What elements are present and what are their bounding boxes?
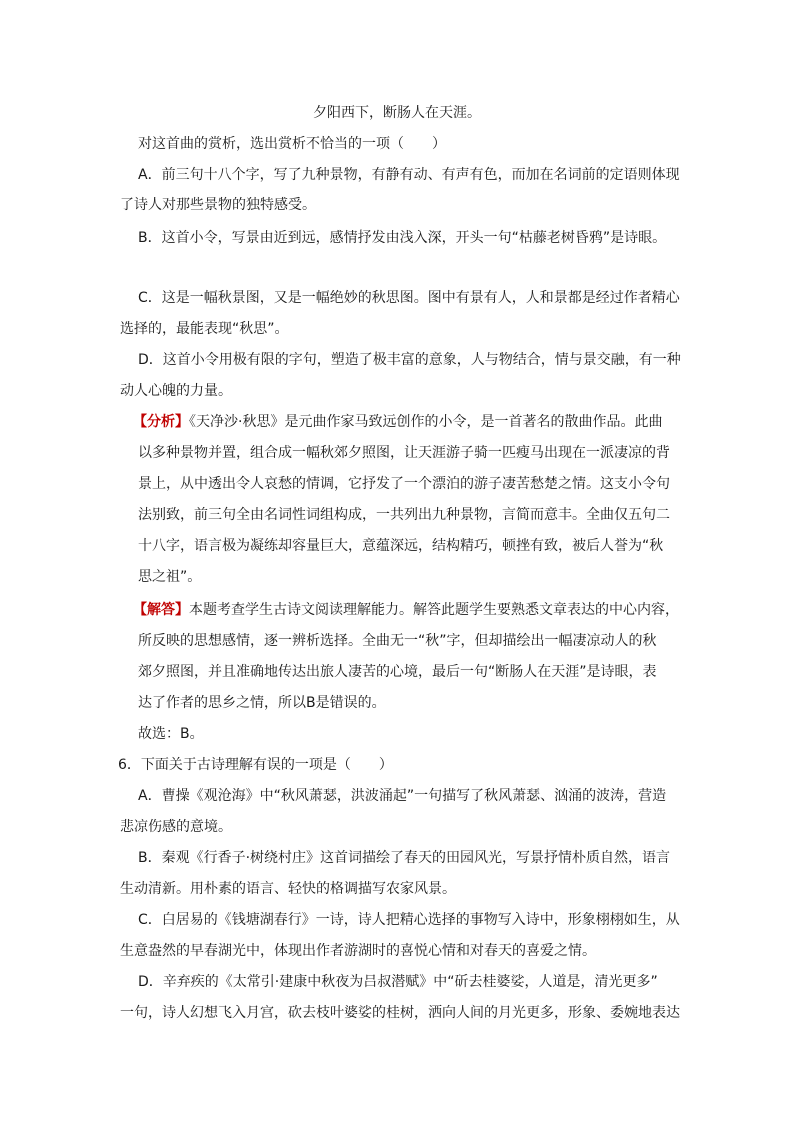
analysis-line-4: 法别致，前三句全由名词性词组构成，一共列出九种景物，言简而意丰。全曲仅五句二 — [138, 507, 670, 523]
analysis-tag: 【分析】 — [133, 414, 189, 430]
q6-option-d-line-1: D．辛弃疾的《太常引·建康中秋夜为吕叔潜赋》中“斫去桂婆娑，人道是，清光更多” — [138, 974, 658, 990]
analysis-line-1 — [133, 412, 662, 432]
option-a-line-2: 了诗人对那些景物的独特感受。 — [120, 197, 316, 213]
answer-text: 本题考查学生古诗文阅读理解能力。解答此题学生要熟悉文章表达的中心内容， — [189, 602, 679, 618]
q6-option-a-line-1: A．曹操《观沧海》中“秋风萧瑟，洪波涌起”一句描写了秋风萧瑟、汹涌的波涛，营造 — [138, 788, 667, 804]
answer-choice: 故选：B。 — [138, 726, 204, 742]
option-b-line-1: B．这首小令，写景由近到远，感情抒发由浅入深，开头一句“枯藤老树昏鸦”是诗眼。 — [138, 230, 667, 246]
analysis-line-3: 景上，从中透出令人哀愁的情调，它抒发了一个漂泊的游子凄苦愁楚之情。这支小令句 — [138, 476, 670, 492]
answer-tag: 【解答】 — [133, 602, 189, 618]
q6-option-b-line-1: B．秦观《行香子·树绕村庄》这首词描绘了春天的田园风光，写景抒情朴质自然，语言 — [138, 850, 671, 866]
q6-option-d-line-2: 一句，诗人幻想飞入月宫，砍去枝叶婆娑的桂树，洒向人间的月光更多，形象、委婉地表达 — [120, 1005, 680, 1021]
question-6-stem: 6．下面关于古诗理解有误的一项是（ ） — [118, 757, 393, 773]
option-d-line-2: 动人心魄的力量。 — [120, 383, 232, 399]
answer-line-1 — [133, 600, 679, 620]
analysis-line-6: 思之祖”。 — [138, 569, 202, 585]
q6-option-b-line-2: 生动清新。用朴素的语言、轻快的格调描写农家风景。 — [120, 881, 456, 897]
q6-option-a-line-2: 悲凉伤感的意境。 — [120, 819, 232, 835]
answer-line-3: 郊夕照图，并且准确地传达出旅人凄苦的心境，最后一句“断肠人在天涯”是诗眼，表 — [138, 664, 657, 680]
poem-last-line: 夕阳西下，断肠人在天涯。 — [313, 105, 481, 121]
analysis-line-5: 十八字，语言极为凝练却容量巨大，意蕴深远，结构精巧，顿挫有致，被后人誉为“秋 — [138, 538, 664, 554]
option-d-line-1: D．这首小令用极有限的字句，塑造了极丰富的意象，人与物结合，情与景交融，有一种 — [138, 352, 681, 368]
option-a-line-1: A．前三句十八个字，写了九种景物，有静有动、有声有色，而加在名词前的定语则体现 — [138, 167, 680, 183]
analysis-text: 《天净沙·秋思》是元曲作家马致远创作的小令，是一首著名的散曲作品。此曲 — [189, 414, 663, 430]
q6-option-c-line-2: 生意盎然的早春湖光中，体现出作者游湖时的喜悦心情和对春天的喜爱之情。 — [120, 943, 596, 959]
option-c-line-1: C．这是一幅秋景图，又是一幅绝妙的秋思图。图中有景有人，人和景都是经过作者精心 — [138, 290, 680, 306]
question-5-stem: 对这首曲的赏析，选出赏析不恰当的一项（ ） — [138, 136, 446, 152]
answer-line-4: 达了作者的思乡之情，所以B是错误的。 — [138, 695, 386, 711]
option-c-line-2: 选择的，最能表现“秋思”。 — [120, 321, 289, 337]
q6-option-c-line-1: C．白居易的《钱塘湖春行》一诗，诗人把精心选择的事物写入诗中，形象栩栩如生，从 — [138, 912, 680, 928]
analysis-line-2: 以多种景物并置，组合成一幅秋郊夕照图，让天涯游子骑一匹瘦马出现在一派凄凉的背 — [138, 445, 670, 461]
answer-line-2: 所反映的思想感情，逐一辨析选择。全曲无一“秋”字，但却描绘出一幅凄凉动人的秋 — [138, 633, 657, 649]
